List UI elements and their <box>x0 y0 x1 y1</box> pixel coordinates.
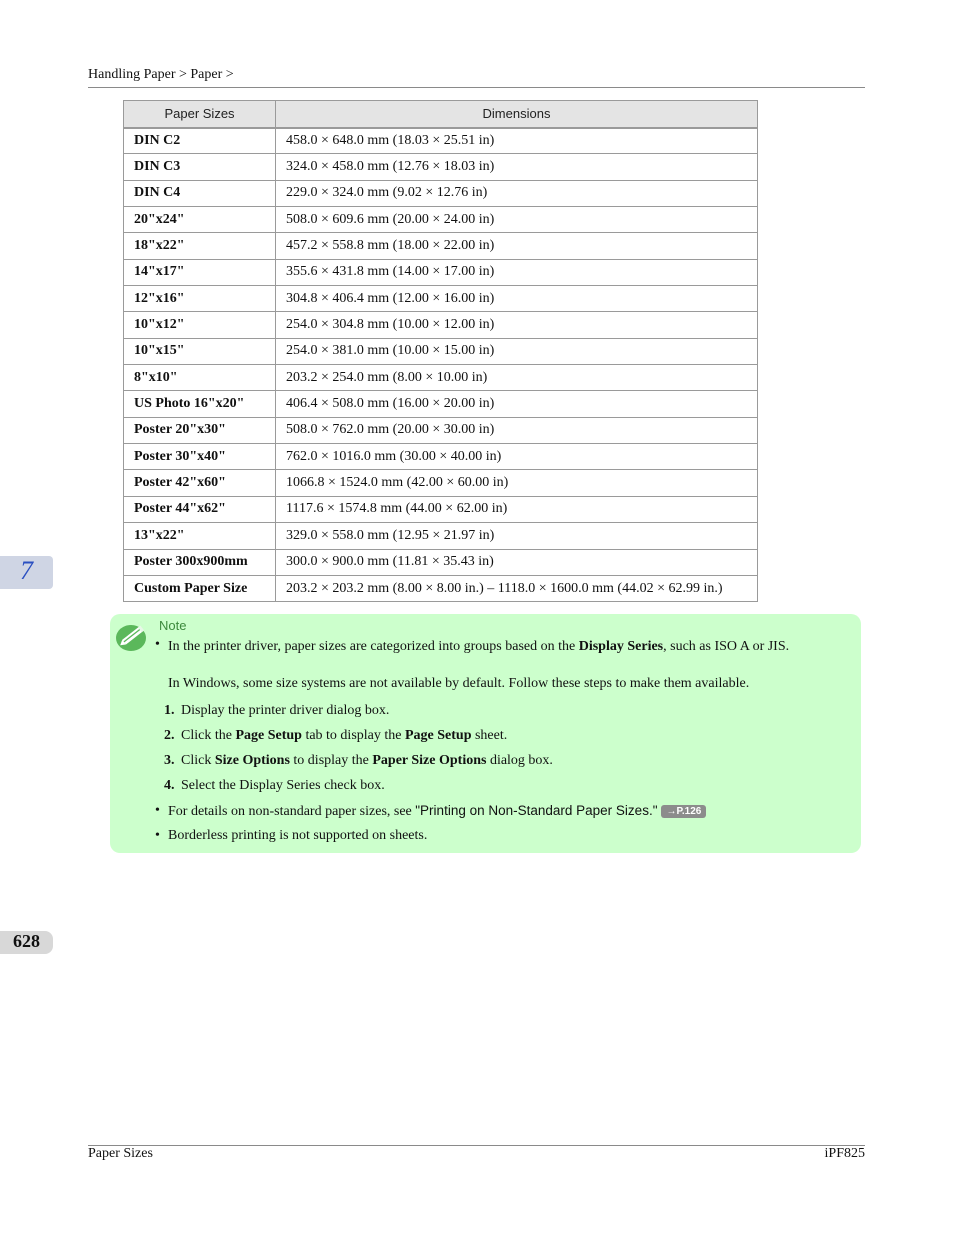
paper-size-name: Poster 30"x40" <box>124 444 276 470</box>
paper-size-dimensions: 762.0 × 1016.0 mm (30.00 × 40.00 in) <box>276 444 758 470</box>
table-row <box>124 312 758 338</box>
header-rule <box>88 87 865 88</box>
note-windows-paragraph: In Windows, some size systems are not available by default. Follow these steps to make them available. <box>168 676 750 691</box>
paper-size-name: 12"x16" <box>124 286 276 312</box>
table-row <box>124 391 758 417</box>
paper-size-dimensions: 406.4 × 508.0 mm (16.00 × 20.00 in) <box>276 391 758 417</box>
step-number: 4. <box>164 778 175 793</box>
table-row <box>124 575 758 601</box>
paper-size-name: Poster 300x900mm <box>124 549 276 575</box>
step-text: Select the Display Series check box. <box>181 778 385 793</box>
paper-size-name: 20"x24" <box>124 207 276 233</box>
footer-rule <box>88 1145 865 1146</box>
paper-size-name: DIN C4 <box>124 180 276 206</box>
paper-size-name: 10"x12" <box>124 312 276 338</box>
table-row <box>124 549 758 575</box>
chapter-number: 7 <box>20 556 33 585</box>
paper-size-name: Poster 42"x60" <box>124 470 276 496</box>
paper-size-name: US Photo 16"x20" <box>124 391 276 417</box>
paper-size-name: DIN C2 <box>124 128 276 154</box>
column-header-dimensions: Dimensions <box>276 101 758 128</box>
step-number: 1. <box>164 703 175 718</box>
paper-size-dimensions: 254.0 × 304.8 mm (10.00 × 12.00 in) <box>276 312 758 338</box>
table-row <box>124 444 758 470</box>
paper-size-name: Poster 44"x62" <box>124 496 276 522</box>
step-text: Click the Page Setup tab to display the Page Setup sheet. <box>181 728 508 743</box>
paper-size-dimensions: 329.0 × 558.0 mm (12.95 × 21.97 in) <box>276 523 758 549</box>
note-title: Note <box>159 618 187 633</box>
table-row <box>124 523 758 549</box>
table-row <box>124 128 758 154</box>
page-number: 628 <box>13 931 40 951</box>
paper-size-dimensions: 304.8 × 406.4 mm (12.00 × 16.00 in) <box>276 286 758 312</box>
step-number: 2. <box>164 728 175 743</box>
paper-size-dimensions: 229.0 × 324.0 mm (9.02 × 12.76 in) <box>276 180 758 206</box>
step-number: 3. <box>164 753 175 768</box>
paper-size-name: 8"x10" <box>124 365 276 391</box>
paper-size-name: 13"x22" <box>124 523 276 549</box>
paper-size-name: 10"x15" <box>124 338 276 364</box>
note-bullet-display-series: In the printer driver, paper sizes are categorized into groups based on the Display Series, such as ISO A or JIS. <box>168 639 790 654</box>
table-row <box>124 207 758 233</box>
paper-size-dimensions: 324.0 × 458.0 mm (12.76 × 18.03 in) <box>276 154 758 180</box>
note-bullet-non-standard: For details on non-standard paper sizes, see "Printing on Non-Standard Paper Sizes." →P.126 <box>168 803 706 820</box>
footer-section-title: Paper Sizes <box>88 1146 153 1161</box>
table-row <box>124 496 758 522</box>
paper-size-dimensions: 457.2 × 558.8 mm (18.00 × 22.00 in) <box>276 233 758 259</box>
non-standard-sizes-link[interactable]: "Printing on Non-Standard Paper Sizes." <box>415 803 658 818</box>
display-series-term: Display Series <box>578 639 664 654</box>
paper-size-dimensions: 300.0 × 900.0 mm (11.81 × 35.43 in) <box>276 549 758 575</box>
bullet-marker: • <box>155 803 160 818</box>
column-header-paper-sizes: Paper Sizes <box>124 101 276 128</box>
note-bullet-borderless: Borderless printing is not supported on sheets. <box>168 828 428 843</box>
step-text: Click Size Options to display the Paper Size Options dialog box. <box>181 753 553 768</box>
paper-size-dimensions: 203.2 × 254.0 mm (8.00 × 10.00 in) <box>276 365 758 391</box>
pencil-note-icon <box>114 618 150 654</box>
bullet-marker: • <box>155 637 160 652</box>
table-header-row <box>124 101 758 128</box>
paper-size-name: 18"x22" <box>124 233 276 259</box>
table-row <box>124 470 758 496</box>
paper-size-dimensions: 355.6 × 431.8 mm (14.00 × 17.00 in) <box>276 259 758 285</box>
breadcrumb: Handling Paper > Paper > <box>88 67 234 82</box>
paper-sizes-table <box>123 100 758 602</box>
paper-size-dimensions: 508.0 × 762.0 mm (20.00 × 30.00 in) <box>276 417 758 443</box>
paper-size-dimensions: 1117.6 × 1574.8 mm (44.00 × 62.00 in) <box>276 496 758 522</box>
paper-size-dimensions: 1066.8 × 1524.0 mm (42.00 × 60.00 in) <box>276 470 758 496</box>
paper-size-name: Poster 20"x30" <box>124 417 276 443</box>
paper-size-dimensions: 203.2 × 203.2 mm (8.00 × 8.00 in.) – 1118.0 × 1600.0 mm (44.02 × 62.99 in.) <box>276 575 758 601</box>
page-ref-button[interactable]: →P.126 <box>661 805 706 818</box>
table-row <box>124 180 758 206</box>
step-text: Display the printer driver dialog box. <box>181 703 390 718</box>
paper-size-name: Custom Paper Size <box>124 575 276 601</box>
table-row <box>124 417 758 443</box>
paper-size-dimensions: 458.0 × 648.0 mm (18.03 × 25.51 in) <box>276 128 758 154</box>
table-row <box>124 154 758 180</box>
table-row <box>124 338 758 364</box>
table-row <box>124 259 758 285</box>
paper-size-dimensions: 508.0 × 609.6 mm (20.00 × 24.00 in) <box>276 207 758 233</box>
bullet-marker: • <box>155 828 160 843</box>
table-row <box>124 286 758 312</box>
table-row <box>124 365 758 391</box>
paper-size-name: 14"x17" <box>124 259 276 285</box>
table-row <box>124 233 758 259</box>
footer-model-name: iPF825 <box>824 1146 865 1161</box>
paper-size-name: DIN C3 <box>124 154 276 180</box>
paper-size-dimensions: 254.0 × 381.0 mm (10.00 × 15.00 in) <box>276 338 758 364</box>
